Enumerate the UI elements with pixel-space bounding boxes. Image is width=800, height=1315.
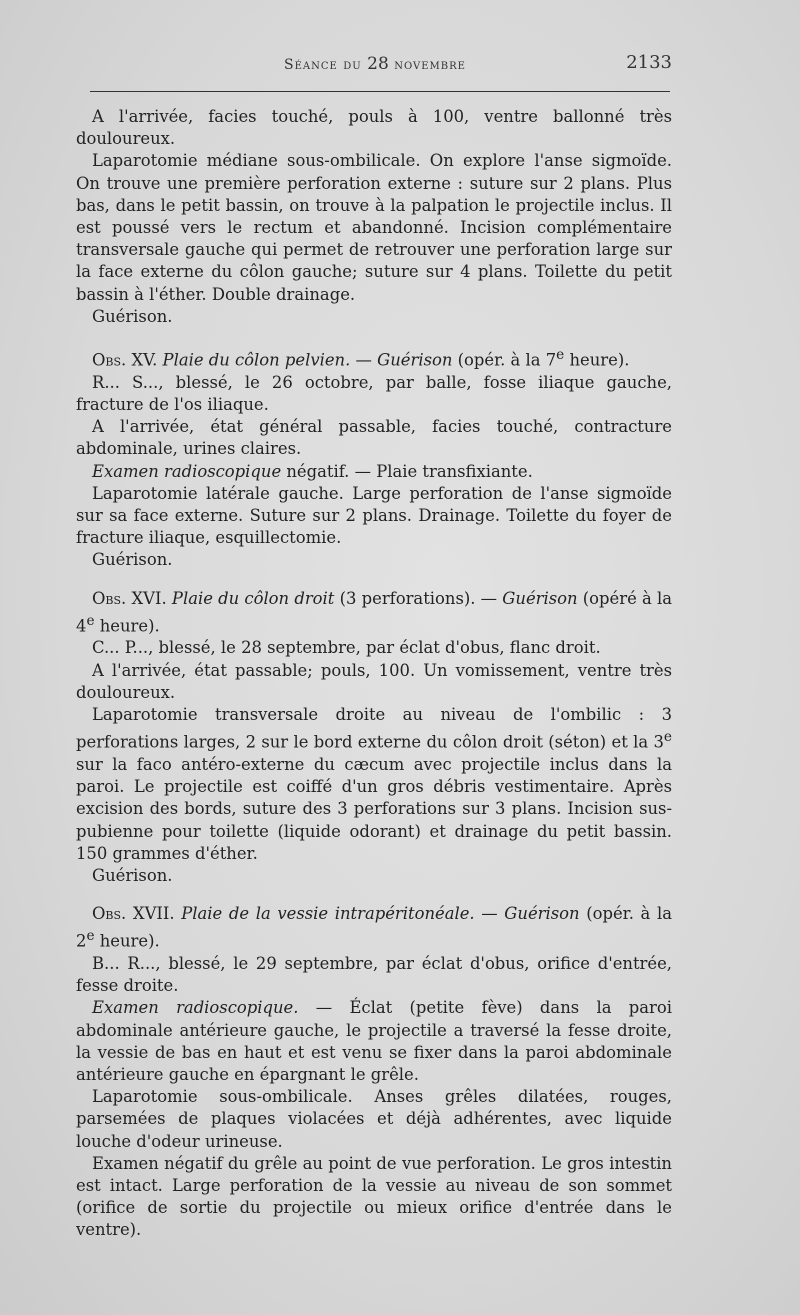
- paragraph: B... R..., blessé, le 29 septembre, par éclat d'obus, orifice d'entrée, fesse droite.: [76, 953, 672, 996]
- page-header: [78, 50, 672, 80]
- paragraph-text: sur la faco antéro-externe du cæcum avec projectile inclus dans la paroi. Le projectile est coiffé d'un gros débris vestimentaire. Après excision des bords, suture des 3 perforations sur 3 plans. Incision sus-pubienne pour toilette (liquide odorant) et drainage du petit bassin. 150 grammes d'éther.: [76, 754, 672, 863]
- observation-note: (3 perforations). —: [334, 588, 503, 608]
- header-rule: [90, 91, 670, 92]
- paragraph: Guérison.: [92, 550, 173, 570]
- running-title: [78, 54, 672, 74]
- paragraph-text: — Éclat (petite fève) dans la paroi abdominale antérieure gauche, le projectile a traversé la fesse droite, la vessie de bas en haut et est venu se fixer dans la paroi abdominale antérieure gauche en épargnant le grêle.: [76, 998, 672, 1084]
- paragraph: [76, 704, 672, 865]
- page-number: 2133: [626, 52, 672, 73]
- observation-label: Obs. XVI.: [92, 588, 167, 608]
- paragraph: Examen négatif du grêle au point de vue perforation. Le gros intestin est intact. Large perforation de la vessie au niveau de son sommet (orifice de sortie du projectile ou mieux orifice d'entrée dans le ventre).: [76, 1153, 672, 1240]
- paragraph: C... P..., blessé, le 28 septembre, par éclat d'obus, flanc droit.: [92, 638, 601, 658]
- paragraph: R... S..., blessé, le 26 octobre, par balle, fosse iliaque gauche, fracture de l'os iliaque.: [76, 372, 672, 414]
- observation-title: Plaie du côlon droit: [171, 588, 335, 608]
- observation-label: Obs. XVII.: [92, 904, 175, 924]
- paragraph: Guérison.: [92, 865, 173, 885]
- superscript: e: [556, 347, 565, 364]
- paragraph: A l'arrivée, état passable; pouls, 100. Un vomissement, ventre très douloureux.: [76, 660, 672, 702]
- observation-heading-xv: [76, 344, 672, 372]
- observation-note-end: heure).: [94, 931, 160, 951]
- paragraph-text: Laparotomie transversale droite au niveau de l'ombilic : 3 perforations larges, 2 sur le bord externe du côlon droit (séton) et la 3: [76, 705, 672, 752]
- paragraph: Guérison.: [92, 306, 173, 326]
- page-body: [76, 106, 672, 1242]
- observation-note: (opéré à la 4: [76, 588, 673, 636]
- observation-title: Plaie de la vessie intrapéritonéale. — Guérison: [181, 904, 580, 924]
- emphasis: Examen radioscopique: [92, 461, 282, 481]
- paragraph: A l'arrivée, état général passable, facies touché, contracture abdominale, urines claires.: [76, 417, 672, 459]
- observation-note-end: heure).: [564, 350, 630, 370]
- paragraph: Laparotomie sous-ombilicale. Anses grêles dilatées, rouges, parsemées de plaques violacées et déjà adhérentes, avec liquide louche d'odeur urineuse.: [76, 1087, 672, 1151]
- running-title-prefix: Séance du: [284, 57, 368, 73]
- observation-title: Plaie du côlon pelvien. — Guérison: [162, 350, 453, 370]
- superscript: e: [86, 612, 95, 629]
- observation-heading-xvii: [76, 903, 672, 953]
- running-title-date: 28: [367, 54, 389, 74]
- observation-note: (opér. à la 7: [452, 350, 557, 370]
- observation-label: Obs. XV.: [92, 350, 158, 370]
- paragraph: Laparotomie latérale gauche. Large perforation de l'anse sigmoïde sur sa face externe. Suture sur 2 plans. Drainage. Toilette du foyer de fracture iliaque, esquillectomie.: [76, 483, 672, 548]
- paragraph-text: négatif. — Plaie transfixiante.: [281, 461, 533, 481]
- observation-note-end: heure).: [94, 616, 160, 636]
- paragraph: Laparotomie médiane sous-ombilicale. On explore l'anse sigmoïde. On trouve une première perforation externe : suture sur 2 plans. Plus bas, dans le petit bassin, on trouve à la palpation le projectile inclus. Il est poussé vers le rectum et abandonné. Incision complémentaire transversale gauche qui permet de retrouver une perforation large sur la face externe du côlon gauche; suture sur 4 plans. Toilette du petit bassin à l'éther. Double drainage.: [76, 151, 672, 304]
- observation-note: (opér. à la 2: [76, 904, 672, 951]
- superscript: e: [86, 928, 95, 945]
- paragraph: A l'arrivée, facies touché, pouls à 100, ventre ballonné très douloureux.: [76, 107, 672, 149]
- running-title-suffix: novembre: [388, 57, 466, 73]
- superscript: e: [663, 729, 672, 746]
- paragraph: [76, 997, 672, 1086]
- paragraph: [76, 461, 672, 483]
- emphasis: Examen radioscopique.: [92, 998, 299, 1018]
- observation-heading-xvi: [76, 588, 672, 638]
- emphasis: Guérison: [502, 588, 578, 608]
